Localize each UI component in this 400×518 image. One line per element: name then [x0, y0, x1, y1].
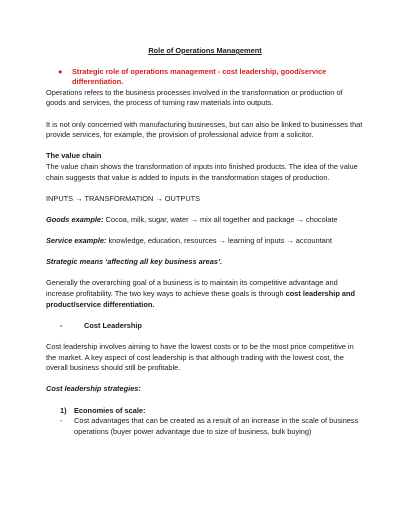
list-item-economies — [60, 406, 364, 417]
bullet-dot: ● — [58, 66, 63, 76]
dash-marker: - — [60, 320, 63, 330]
service-example — [46, 236, 364, 247]
goods-example-text: Cocoa, milk, sugar, water → mix all together and package → chocolate — [103, 214, 338, 224]
goods-example-label: Goods example: — [46, 214, 104, 224]
economies-description-item — [60, 416, 364, 437]
dash-marker: - — [60, 416, 63, 426]
cost-leadership-heading: Cost Leadership — [84, 320, 142, 330]
strategic-means: Strategic means ‘affecting all key business areas’. — [46, 257, 223, 267]
list-number: 1) — [60, 405, 67, 415]
economies-description: Cost advantages that can be created as a result of an increase in the scale of business operations (buyer power advantage due to size of business, bulk buying) — [74, 416, 359, 436]
cost-leadership-paragraph: Cost leadership involves aiming to have the lowest costs or to be the most price competitive in the market. A key aspect of cost leadership is that although trading with the lowest cost, the overall business should still be profitable. — [46, 342, 354, 373]
economies-label: Economies of scale: — [74, 405, 146, 415]
value-chain-text: The value chain shows the transformation of inputs into finished products. The idea of the value chain suggests that value is added to inputs in the transformation stages of production. — [46, 161, 358, 182]
strategic-role-bullet — [58, 67, 364, 88]
flow-line: INPUTS → TRANSFORMATION → OUTPUTS — [46, 193, 201, 203]
document-page — [46, 46, 364, 437]
service-example-label: Service example: — [46, 236, 107, 246]
overarching-goal-text: Generally the overarching goal of a business is to maintain its competitive advantage and increase profitability. The two key ways to achieve these goals is through — [46, 278, 338, 299]
operations-definition: Operations refers to the business processes involved in the transformation or production of goods and services, the process of turning raw materials into outputs. — [46, 87, 343, 108]
overarching-goal-bold: cost leadership and product/service differentiation. — [46, 289, 356, 309]
overarching-goal-paragraph — [46, 278, 364, 310]
service-example-text: knowledge, education, resources → learning of inputs → accountant — [106, 236, 332, 246]
goods-example — [46, 215, 364, 226]
services-paragraph: It is not only concerned with manufacturing businesses, but can also be linked to businesses that provide services, for example, the provision of professional advice from a solicitor. — [46, 119, 363, 140]
strategic-role-text: Strategic role of operations management - cost leadership, good/service differentiation. — [72, 66, 327, 87]
cost-leadership-heading-item — [60, 321, 364, 332]
value-chain-heading: The value chain — [46, 151, 102, 161]
strategies-heading: Cost leadership strategies: — [46, 384, 141, 394]
page-title: Role of Operations Management — [148, 46, 262, 55]
